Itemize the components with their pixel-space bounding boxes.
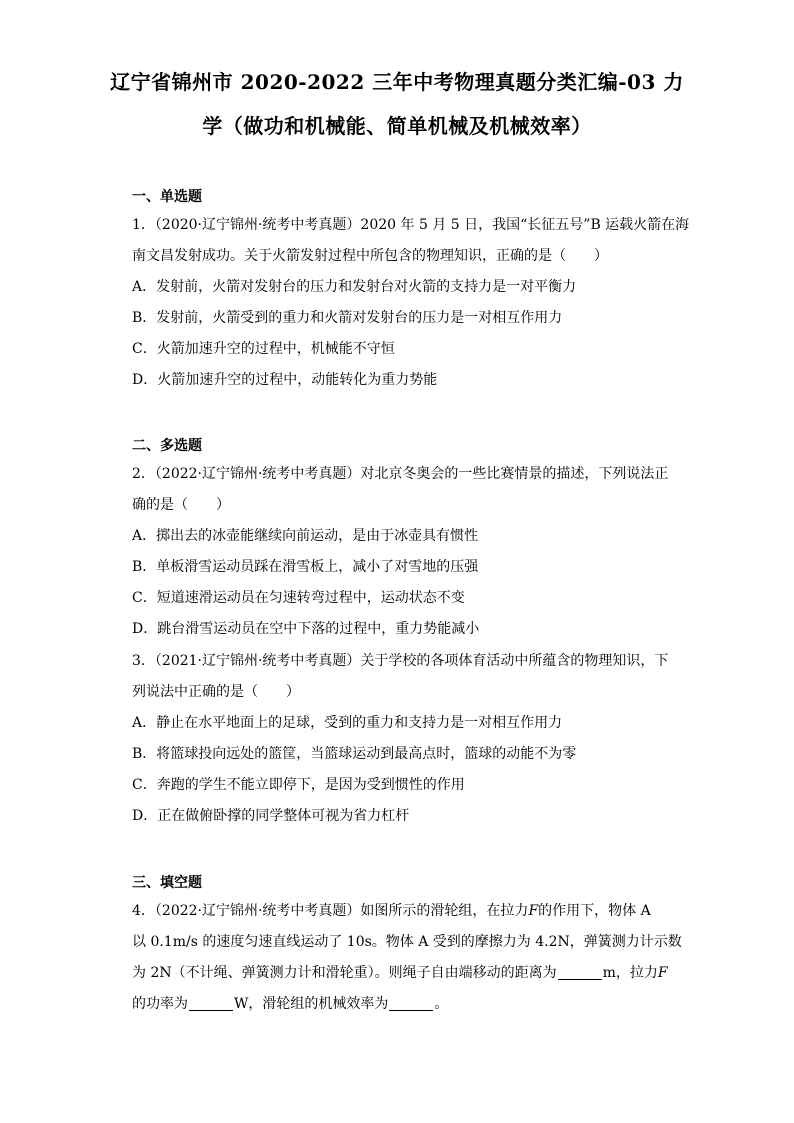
answer-blank-distance[interactable] <box>558 965 602 980</box>
section-heading-single-choice: 一、单选题 <box>132 189 202 205</box>
question-2-stem-line2: 确的是（ ） <box>132 497 230 513</box>
section-heading-fill-in: 三、填空题 <box>132 875 202 891</box>
question-4-stem-line4: 的功率为 W，滑轮组的机械效率为 。 <box>132 996 449 1012</box>
question-2-option-b: B．单板滑雪运动员踩在滑雪板上，减小了对雪地的压强 <box>132 559 479 575</box>
question-3-option-d: D．正在做俯卧撑的同学整体可视为省力杠杆 <box>132 808 410 824</box>
question-2-option-d: D．跳台滑雪运动员在空中下落的过程中，重力势能减小 <box>132 621 480 637</box>
question-2-option-a: A．掷出去的冰壶能继续向前运动，是由于冰壶具有惯性 <box>132 528 479 544</box>
question-3-option-c: C．奔跑的学生不能立即停下，是因为受到惯性的作用 <box>132 777 465 793</box>
question-4-stem-line2: 以 0.1m/s 的速度匀速直线运动了 10s。物体 A 受到的摩擦力为 4.2N，弹簧测力计示数 <box>132 934 682 950</box>
question-1-option-a: A．发射前，火箭对发射台的压力和发射台对火箭的支持力是一对平衡力 <box>132 279 577 295</box>
question-3-stem-line1: 3．（2021·辽宁锦州·统考中考真题）关于学校的各项体育活动中所蕴含的物理知识，下 <box>132 653 669 669</box>
answer-blank-efficiency[interactable] <box>389 996 433 1011</box>
question-3-option-a: A．静止在水平地面上的足球，受到的重力和支持力是一对相互作用力 <box>132 715 563 731</box>
question-1-stem-line1: 1．（2020·辽宁锦州·统考中考真题）2020 年 5 月 5 日，我国“长征五号”B 运载火箭在海 <box>132 217 690 233</box>
question-1-option-d: D．火箭加速升空的过程中，动能转化为重力势能 <box>132 372 438 388</box>
question-1-option-c: C．火箭加速升空的过程中，机械能不守恒 <box>132 341 395 357</box>
answer-blank-power[interactable] <box>189 996 233 1011</box>
question-4-stem-line3: 为 2N（不计绳、弹簧测力计和滑轮重）。则绳子自由端移动的距离为 m，拉力F <box>132 965 668 981</box>
question-2-option-c: C．短道速滑运动员在匀速转弯过程中，运动状态不变 <box>132 590 465 606</box>
question-4-stem-line1: 4．（2022·辽宁锦州·统考中考真题）如图所示的滑轮组，在拉力F的作用下，物体 A <box>132 903 651 919</box>
section-heading-multiple-choice: 二、多选题 <box>132 438 202 454</box>
question-2-stem-line1: 2．（2022·辽宁锦州·统考中考真题）对北京冬奥会的一些比赛情景的描述，下列说法正 <box>132 466 669 482</box>
question-1-stem-line2: 南文昌发射成功。关于火箭发射过程中所包含的物理知识，正确的是（ ） <box>132 248 608 264</box>
question-1-option-b: B．发射前，火箭受到的重力和火箭对发射台的压力是一对相互作用力 <box>132 310 563 326</box>
document-title-line1: 辽宁省锦州市 2020-2022 三年中考物理真题分类汇编-03 力 <box>110 70 684 94</box>
question-3-stem-line2: 列说法中正确的是（ ） <box>132 684 300 700</box>
document-title-line2: 学（做功和机械能、简单机械及机械效率） <box>202 114 592 138</box>
question-3-option-b: B．将篮球投向远处的篮筐，当篮球运动到最高点时，篮球的动能不为零 <box>132 746 577 762</box>
